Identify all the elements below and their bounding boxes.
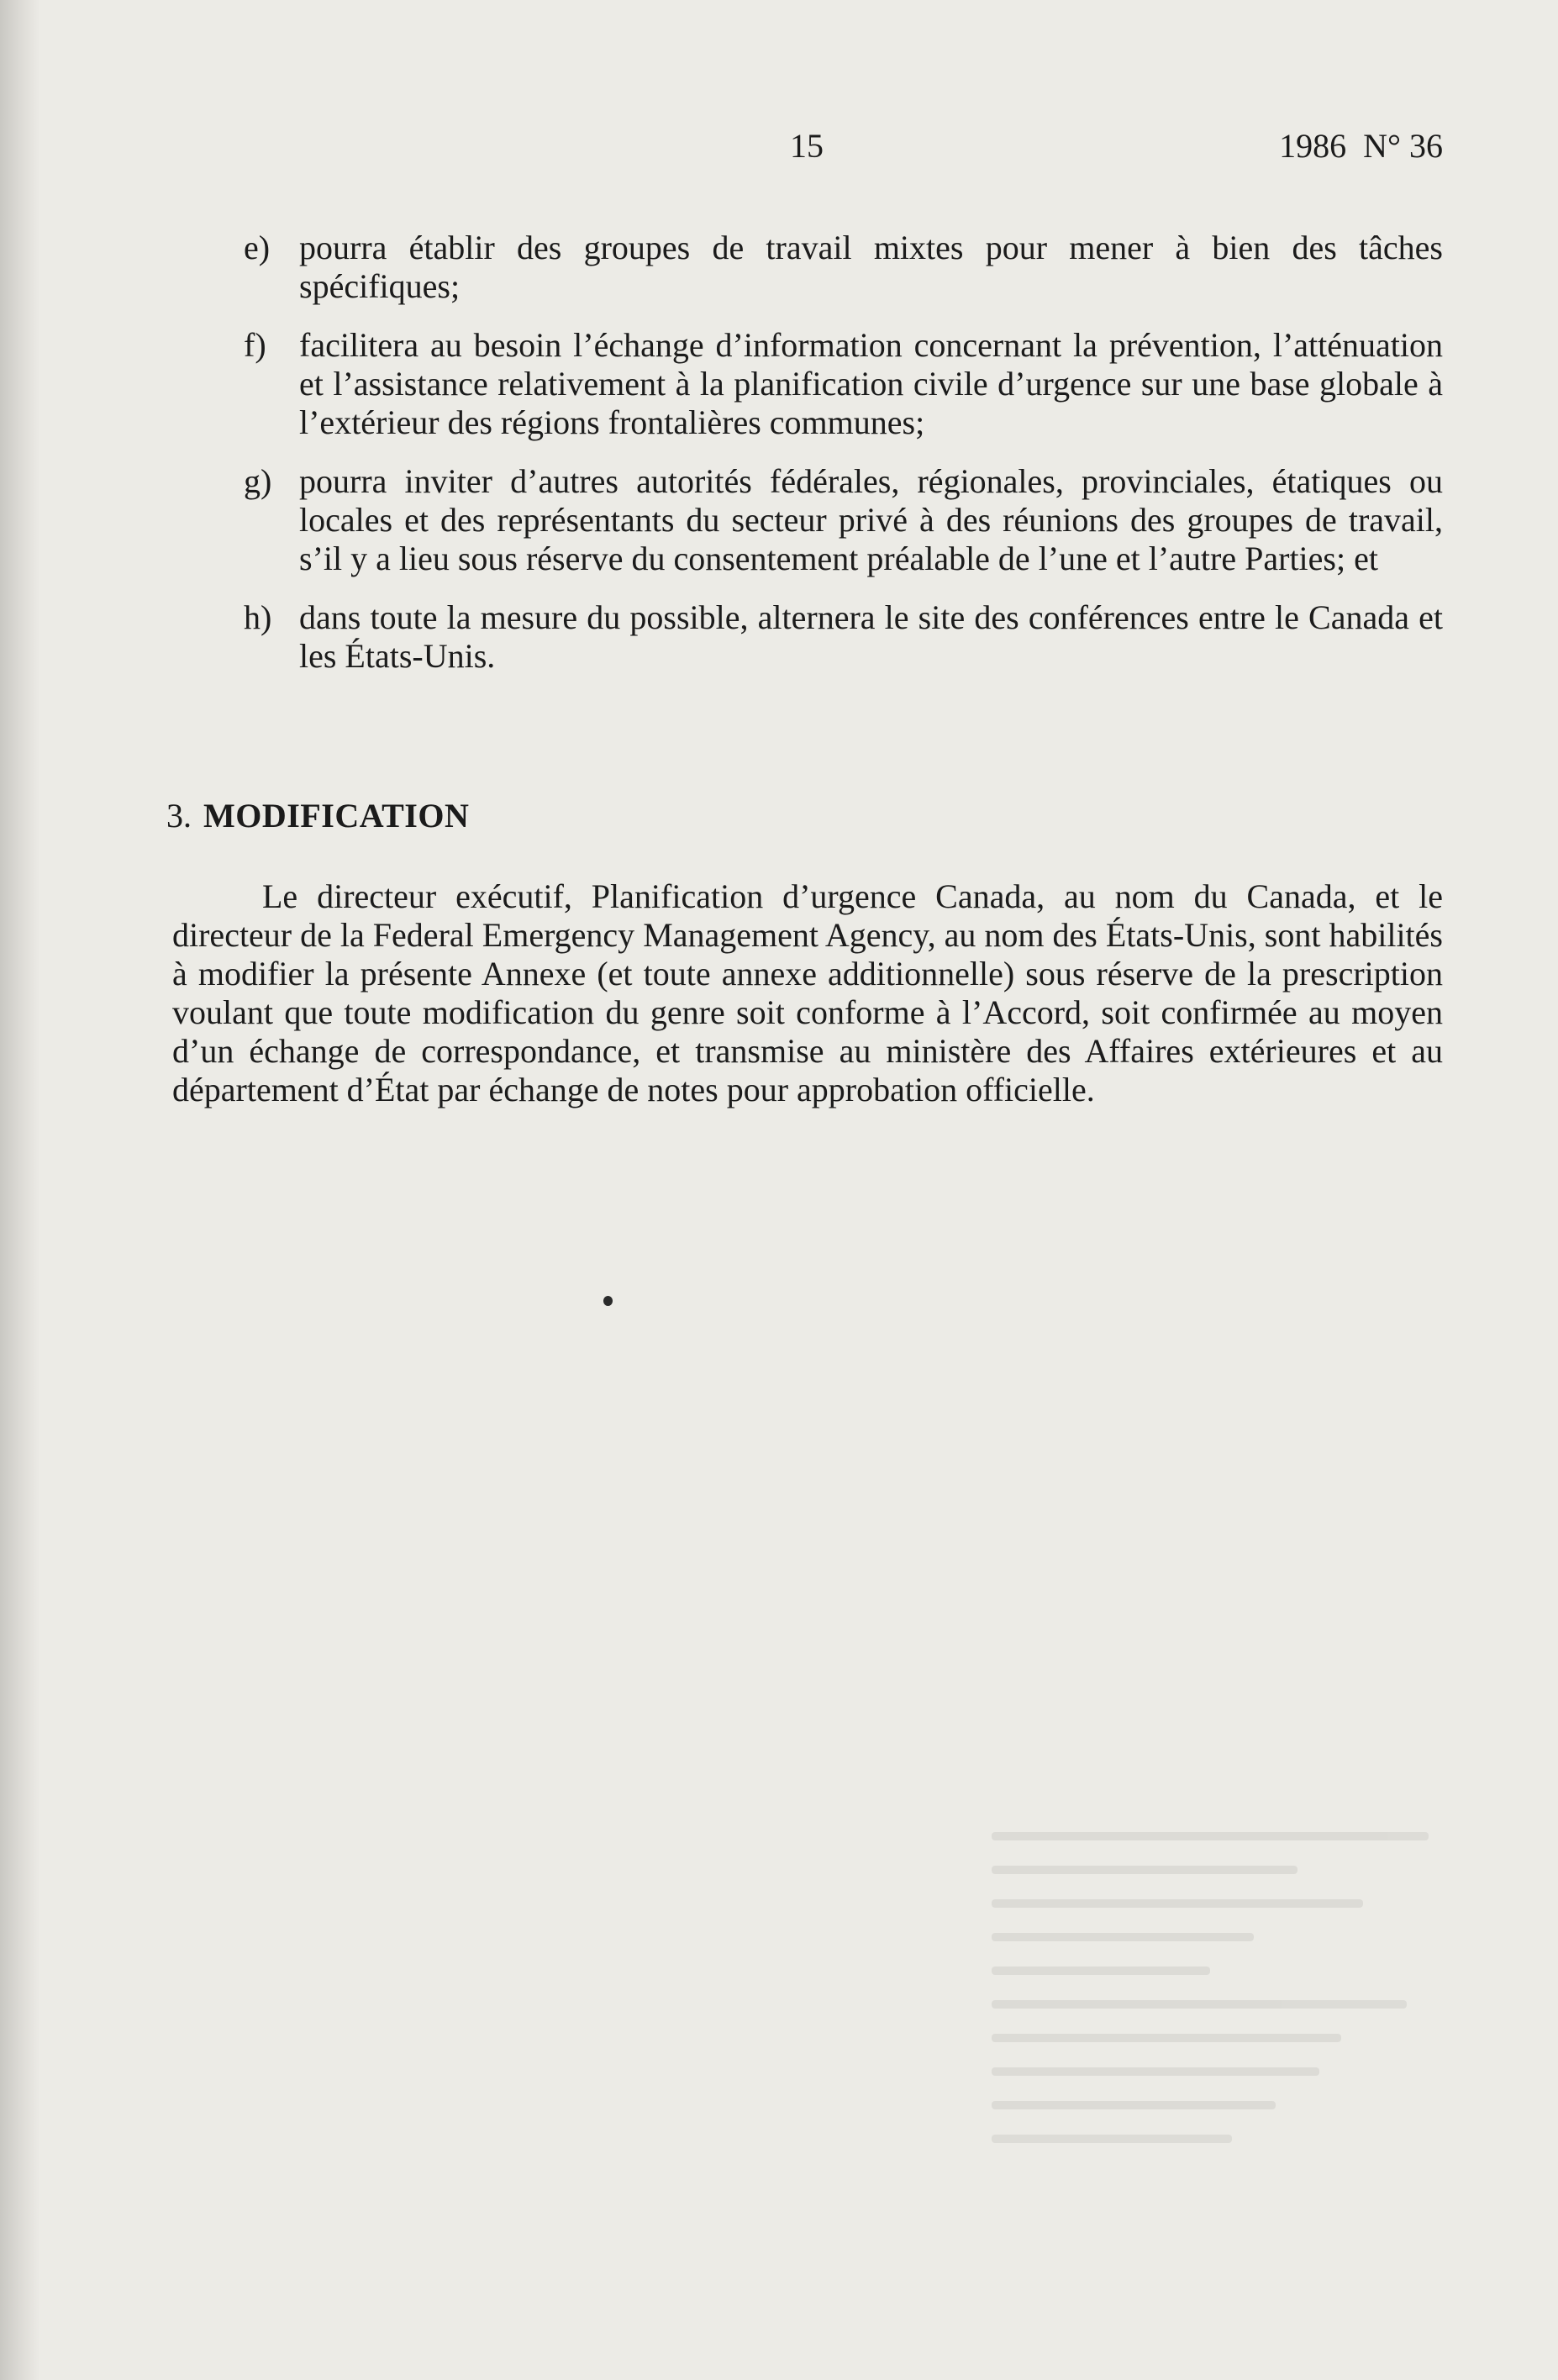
list-item-text: pourra inviter d’autres autorités fédérales, régionales, provinciales, étatiques ou locales et des représentants du secteur privé à des réunions des groupes de travail, s’il y a lieu sous réserve du consentement préalable de l’une et l’autre Parties; et [299, 462, 1443, 577]
list-item-label: h) [244, 598, 272, 636]
list-item-g [244, 462, 1443, 578]
page-number: 15 [790, 127, 824, 165]
page-header [0, 126, 1558, 176]
list-item-text: facilitera au besoin l’échange d’information concernant la prévention, l’atténuation et l’assistance relativement à la planification civile d’urgence sur une base globale à l’extérieur des régions frontalières communes; [299, 326, 1443, 441]
show-through-text [992, 1832, 1429, 2219]
list-item-text: dans toute la mesure du possible, alternera le site des conférences entre le Canada et les États-Unis. [299, 598, 1443, 675]
list-item-e [244, 229, 1443, 306]
list-item-label: g) [244, 462, 272, 500]
section-paragraph: Le directeur exécutif, Planification d’urgence Canada, au nom du Canada, et le directeur de la Federal Emergency Management Agency, au nom des États-Unis, sont habilités à modifier la présente Annexe (et toute annexe additionnelle) sous réserve de la prescription voulant que toute modification du genre soit conforme à l’Accord, soit confirmée au moyen d’un échange de correspondance, et transmise au ministère des Affaires extérieures et au département d’État par échange de notes pour approbation officielle. [172, 877, 1443, 1108]
section-heading [166, 797, 469, 835]
section-title: MODIFICATION [203, 797, 470, 835]
list-item-h [244, 598, 1443, 676]
document-reference: 1986 N° 36 [1279, 127, 1443, 165]
list-item-f [244, 326, 1443, 442]
list-item-label: f) [244, 326, 266, 364]
enumerated-list [244, 229, 1443, 696]
list-item-text: pourra établir des groupes de travail mixtes pour mener à bien des tâches spécifiques; [299, 229, 1443, 305]
ink-speck [603, 1296, 613, 1306]
list-item-label: e) [244, 229, 271, 266]
section-number: 3. [166, 797, 192, 835]
